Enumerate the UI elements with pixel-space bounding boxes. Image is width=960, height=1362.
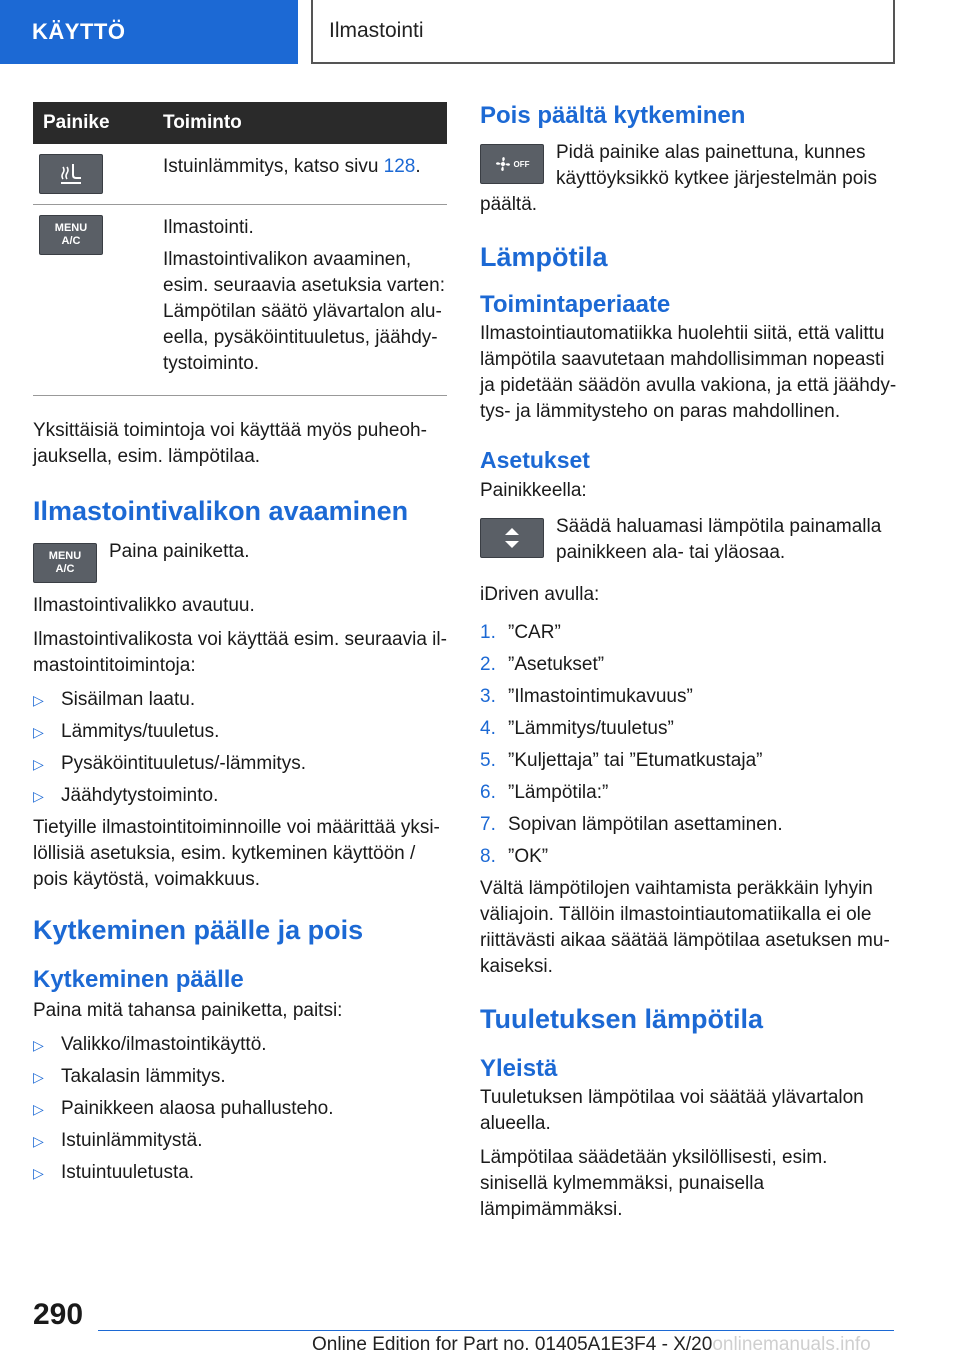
- row-text: Ilmastointi.: [163, 217, 254, 238]
- off-label: OFF: [513, 159, 530, 169]
- paragraph: Ilmastointivalikko avautuu.: [33, 595, 255, 616]
- list-item: ▷ Painikkeen alaosa puhallusteho.: [33, 1096, 447, 1122]
- triangle-bullet-icon: ▷: [33, 1037, 44, 1053]
- icon-paragraph: [33, 539, 447, 583]
- heading-switch-off: Pois päältä kytkeminen: [480, 102, 746, 129]
- list-item: ▷ Jäähdytystoiminto.: [33, 783, 447, 809]
- heading-temperature: Lämpötila: [480, 242, 608, 272]
- triangle-bullet-icon: ▷: [33, 756, 44, 772]
- list-item: ▷ Sisäilman laatu.: [33, 687, 447, 713]
- icon-paragraph: [480, 514, 900, 566]
- arrow-down-icon: [505, 541, 519, 548]
- seat-heating-icon: [39, 154, 103, 194]
- paragraph: Säädä haluamasi lämpötila painamalla painikkeen ala- tai yläosaa.: [556, 516, 882, 563]
- heading-switch-on: Kytkeminen päälle: [33, 966, 244, 993]
- left-column: [33, 102, 447, 1192]
- triangle-bullet-icon: ▷: [33, 1133, 44, 1149]
- row-text-end: .: [415, 156, 421, 177]
- paragraph: Tuuletuksen lämpötilaa voi säätää ylävartalon alueella.: [480, 1087, 864, 1134]
- list-item: 3. ”Ilmastointimukavuus”: [480, 686, 693, 707]
- list-item: ▷ Takalasin lämmitys.: [33, 1064, 447, 1090]
- triangle-bullet-icon: ▷: [33, 788, 44, 804]
- watermark-text: onlinemanuals.info: [712, 1334, 871, 1355]
- table-header: [33, 102, 447, 144]
- heading-switch: Kytkeminen päälle ja pois: [33, 915, 364, 945]
- arrow-up-icon: [505, 528, 519, 535]
- list-item: ▷ Lämmitys/tuuletus.: [33, 719, 447, 745]
- paragraph: Ilmastointivalikosta voi käyttää esim. seuraavia ilmastointitoimintoja:: [33, 629, 447, 676]
- row-description: Ilmastointivalikon avaaminen, esim. seuraavia asetuksia varten: Lämpötilan säätö ylävartalon alueella, pysäköintituuletus, jäähdytystoiminto.: [163, 249, 445, 374]
- heading-vent-temperature: Tuuletuksen lämpötila: [480, 1004, 764, 1034]
- paragraph: Painikkeella:: [480, 480, 587, 501]
- temperature-updown-button-icon: [480, 518, 544, 558]
- icon-paragraph: [480, 140, 900, 218]
- chapter-title: [311, 0, 895, 64]
- list-item: 2. ”Asetukset”: [480, 654, 605, 675]
- menu-ac-button-icon: [39, 215, 103, 255]
- page-number: 290: [33, 1298, 84, 1331]
- paragraph: Yksittäisiä toimintoja voi käyttää myös puheohjauksella, esim. lämpötilaa.: [33, 420, 427, 467]
- footer-edition: [312, 1334, 871, 1356]
- paragraph: Pidä painike alas painettuna, kunnes käyttöyksikkö kytkee järjestelmän pois päältä.: [480, 142, 878, 215]
- menu-ac-button-icon: [33, 543, 97, 583]
- paragraph: Tietyille ilmastointitoiminnoille voi määrittää yksilöllisiä asetuksia, esim. kytkeminen käyttöön / pois käytöstä, voimakkuus.: [33, 817, 440, 890]
- list-item: ▷ Istuinlämmitystä.: [33, 1128, 447, 1154]
- list-item: 7. Sopivan lämpötilan asettaminen.: [480, 814, 783, 835]
- list-item: 4. ”Lämmitys/tuuletus”: [480, 718, 674, 739]
- right-column: [480, 102, 900, 1223]
- list-item: 8. ”OK”: [480, 846, 549, 867]
- heading-principle: Toimintaperiaate: [480, 291, 671, 318]
- fan-icon: [495, 156, 511, 172]
- triangle-bullet-icon: ▷: [33, 1101, 44, 1117]
- menu-label: MENU: [48, 550, 82, 562]
- heading-settings: Asetukset: [480, 447, 590, 473]
- menu-label: MENU: [54, 222, 88, 234]
- paragraph: iDriven avulla:: [480, 584, 600, 605]
- numbered-list: [480, 620, 900, 870]
- heading-general: Yleistä: [480, 1055, 558, 1082]
- chapter-title-text: Ilmastointi: [329, 19, 424, 42]
- triangle-bullet-icon: ▷: [33, 1165, 44, 1181]
- triangle-bullet-icon: ▷: [33, 692, 44, 708]
- triangle-bullet-icon: ▷: [33, 724, 44, 740]
- list-item: ▷ Valikko/ilmastointikäyttö.: [33, 1032, 447, 1058]
- paragraph: Ilmastointiautomatiikka huolehtii siitä, että valittu lämpötila saavutetaan mahdollisimman nopeasti ja pidetään säädön avulla vakiona, ja että jäähdytys- ja lämmitysteho on paras mahdollinen.: [480, 323, 897, 422]
- paragraph: Lämpötilaa säädetään yksilöllisesti, esim. sinisellä kylmemmäksi, punaisella lämpimämmäksi.: [480, 1147, 828, 1220]
- page-link[interactable]: 128: [383, 156, 416, 177]
- paragraph: Paina mitä tahansa painiketta, paitsi:: [33, 1000, 343, 1021]
- list-item: 1. ”CAR”: [480, 622, 561, 643]
- list-item: ▷ Pysäköintituuletus/-lämmitys.: [33, 751, 447, 777]
- fan-off-button-icon: [480, 144, 544, 184]
- row-text: Istuinlämmitys, katso sivu: [163, 156, 384, 177]
- bullet-list: [33, 1032, 447, 1186]
- triangle-bullet-icon: ▷: [33, 1069, 44, 1085]
- table-row: [33, 205, 447, 396]
- footer-divider: [98, 1330, 894, 1331]
- paragraph: Vältä lämpötilojen vaihtamista peräkkäin lyhyin väliajoin. Tällöin ilmastointiautomatiikalla ei ole riittävästi aikaa säätää lämpötilaa asetuksen mukaiseksi.: [480, 878, 890, 977]
- table-row: [33, 144, 447, 205]
- table-header-function: Toiminto: [163, 112, 242, 133]
- section-tab[interactable]: KÄYTTÖ: [0, 0, 298, 64]
- edition-text: Online Edition for Part no. 01405A1E3F4 - X/20: [312, 1334, 713, 1355]
- list-item: 6. ”Lämpötila:”: [480, 782, 609, 803]
- bullet-list: [33, 687, 447, 809]
- ac-label: A/C: [55, 563, 75, 575]
- heading-menu-open: Ilmastointivalikon avaaminen: [33, 496, 409, 526]
- table-header-button: Painike: [43, 112, 110, 133]
- list-item: 5. ”Kuljettaja” tai ”Etumatkustaja”: [480, 750, 763, 771]
- paragraph: Paina painiketta.: [109, 541, 250, 562]
- list-item: ▷ Istuintuuletusta.: [33, 1160, 447, 1186]
- ac-label: A/C: [61, 235, 81, 247]
